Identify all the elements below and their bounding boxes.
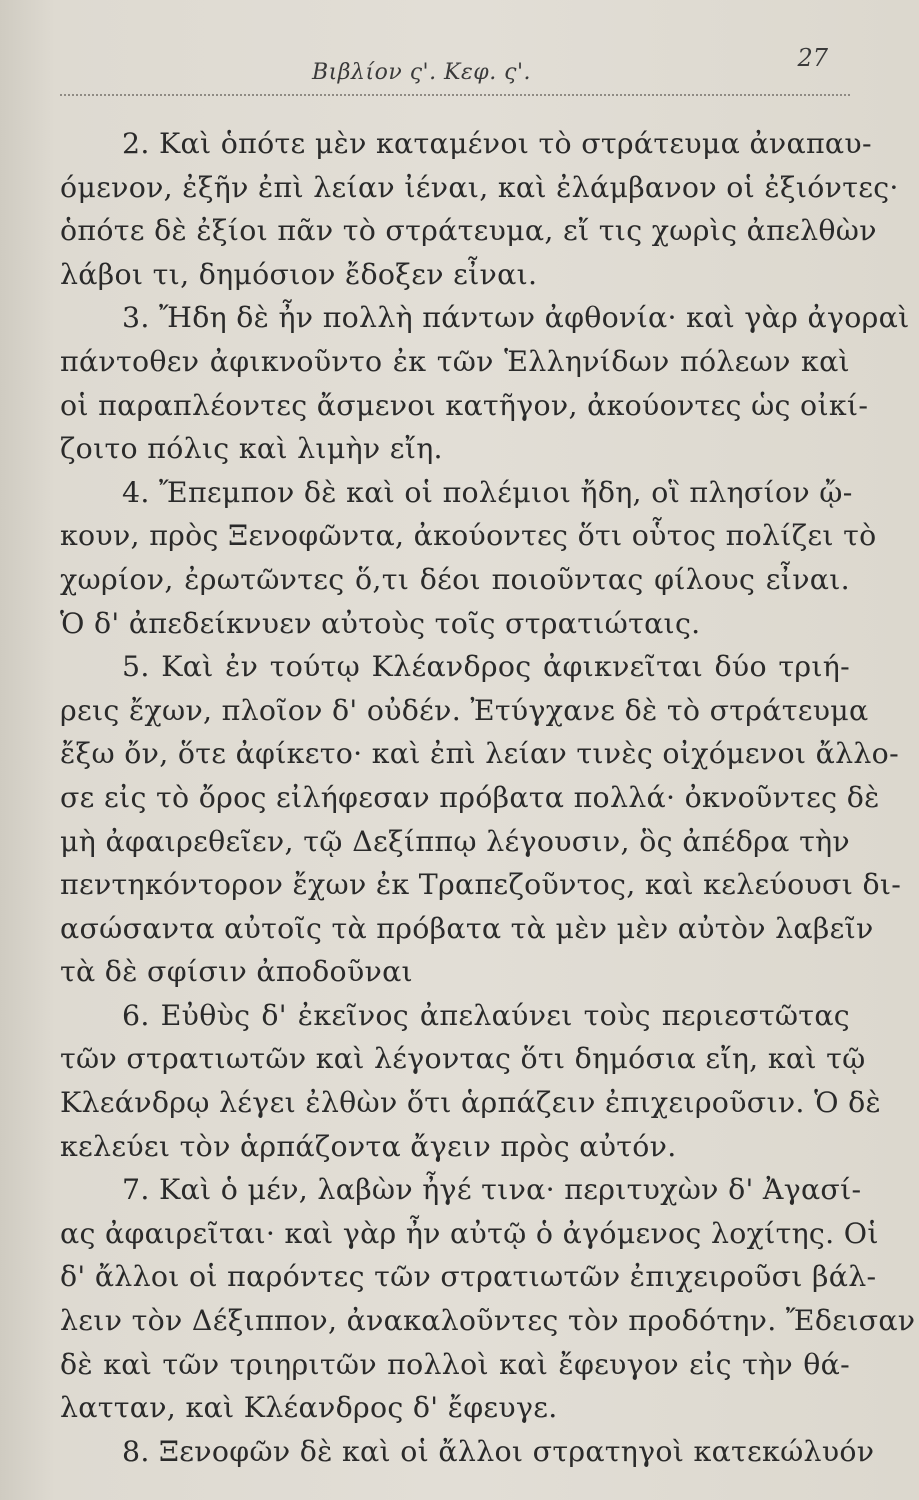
text-line: οἱ παραπλέοντες ἄσμενοι κατῆγον, ἀκούοντες ὡς οἰκί-	[60, 388, 869, 422]
text-line: ὁπότε δὲ ἐξίοι πᾶν τὸ στράτευμα, εἴ τις χωρὶς ἀπελθὼν	[60, 214, 877, 248]
text-line: 6. Εὐθὺς δ' ἐκεῖνος ἀπελαύνει τοὺς περιεστῶτας	[122, 998, 850, 1032]
running-head	[60, 38, 850, 96]
text-line: μὴ ἀφαιρεθεῖεν, τῷ Δεξίππῳ λέγουσιν, ὃς ἀπέδρα τὴν	[60, 824, 850, 858]
text-line: 8. Ξενοφῶν δὲ καὶ οἱ ἄλλοι στρατηγοὶ κατεκώλυόν	[122, 1434, 875, 1468]
text-line: δ' ἄλλοι οἱ παρόντες τῶν στρατιωτῶν ἐπιχειροῦσι βάλ-	[60, 1260, 877, 1294]
text-line: ζοιτο πόλις καὶ λιμὴν εἴη.	[60, 432, 443, 466]
text-line: ἔξω ὄν, ὅτε ἀφίκετο· καὶ ἐπὶ λείαν τινὲς οἰχόμενοι ἄλλο-	[60, 737, 899, 771]
text-line: ας ἀφαιρεῖται· καὶ γὰρ ἦν αὐτῷ ὁ ἀγόμενος λοχίτης. Οἱ	[60, 1216, 879, 1250]
page-number: 27	[797, 44, 828, 72]
text-line: Κλεάνδρῳ λέγει ἐλθὼν ὅτι ἁρπάζειν ἐπιχειροῦσιν. Ὁ δὲ	[60, 1086, 882, 1120]
text-line: τὰ δὲ σφίσιν ἀποδοῦναι	[60, 955, 413, 989]
text-line: τῶν στρατιωτῶν καὶ λέγοντας ὅτι δημόσια εἴη, καὶ τῷ	[60, 1042, 866, 1076]
text-line: ρεις ἔχων, πλοῖον δ' οὐδέν. Ἐτύγχανε δὲ τὸ στράτευμα	[60, 693, 869, 727]
text-line: πάντοθεν ἀφικνοῦντο ἐκ τῶν Ἑλληνίδων πόλεων καὶ	[60, 344, 850, 378]
text-line: κουν, πρὸς Ξενοφῶντα, ἀκούοντες ὅτι οὗτος πολίζει τὸ	[60, 519, 877, 553]
text-line: όμενον, ἐξῆν ἐπὶ λείαν ἰέναι, καὶ ἐλάμβανον οἱ ἐξιόντες·	[60, 170, 899, 204]
text-line: κελεύει τὸν ἁρπάζοντα ἄγειν πρὸς αὐτόν.	[60, 1129, 677, 1163]
text-line: 2. Καὶ ὁπότε μὲν καταμένοι τὸ στράτευμα ἀναπαυ-	[122, 127, 872, 160]
text-line: 4. Ἔπεμπον δὲ καὶ οἱ πολέμιοι ἤδη, οἳ πλησίον ᾤ-	[122, 475, 853, 509]
text-line: πεντηκόντορον ἔχων ἐκ Τραπεζοῦντος, καὶ κελεύουσι δι-	[60, 868, 902, 902]
text-line: λατταν, καὶ Κλέανδρος δ' ἔφευγε.	[60, 1391, 558, 1425]
text-line: ασώσαντα αὐτοῖς τὰ πρόβατα τὰ μὲν μὲν αὐτὸν λαβεῖν	[60, 911, 874, 945]
text-line: 7. Καὶ ὁ μέν, λαβὼν ἦγέ τινα· περιτυχὼν δ' Ἀγασί-	[122, 1173, 862, 1207]
text-line: δὲ καὶ τῶν τριηριτῶν πολλοὶ καὶ ἔφευγον εἰς τὴν θά-	[60, 1347, 850, 1381]
text-line: σε εἰς τὸ ὄρος εἰλήφεσαν πρόβατα πολλά· ὀκνοῦντες δὲ	[60, 780, 880, 814]
text-line: 3. Ἤδη δὲ ἦν πολλὴ πάντων ἀφθονία· καὶ γὰρ ἀγοραὶ	[122, 301, 910, 335]
text-line: Ὁ δ' ἀπεδείκνυεν αὐτοὺς τοῖς στρατιώταις.	[60, 606, 701, 640]
running-title: Βιβλίον ς'. Κεφ. ς'.	[312, 60, 532, 85]
text-line: χωρίον, ἐρωτῶντες ὅ,τι δέοι ποιοῦντας φίλους εἶναι.	[60, 562, 850, 596]
text-line: λάβοι τι, δημόσιον ἔδοξεν εἶναι.	[60, 257, 538, 291]
text-line: 5. Καὶ ἐν τούτῳ Κλέανδρος ἀφικνεῖται δύο τριή-	[122, 650, 850, 684]
body-text	[60, 122, 916, 1473]
text-line: λειν τὸν Δέξιππον, ἀνακαλοῦντες τὸν προδότην. Ἔδεισαν	[60, 1304, 916, 1338]
